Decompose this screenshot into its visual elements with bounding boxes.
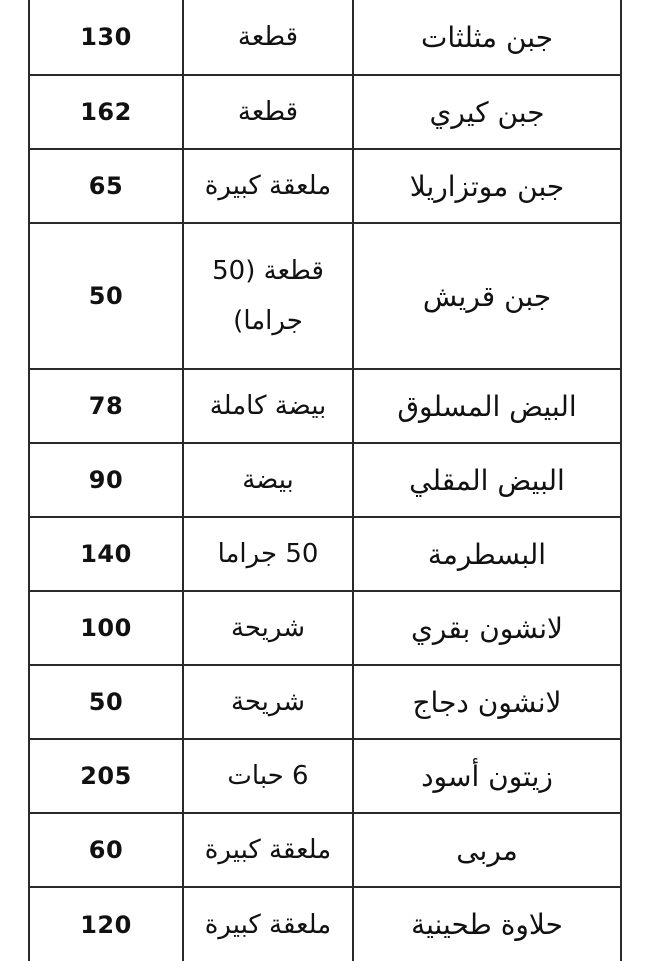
serving-unit-cell: بيضة xyxy=(183,443,353,517)
table-row xyxy=(29,443,621,517)
table-row xyxy=(29,591,621,665)
calories-cell: 140 xyxy=(29,517,183,591)
table-row xyxy=(29,517,621,591)
serving-unit-cell: ملعقة كبيرة xyxy=(183,887,353,961)
food-name-cell: جبن قريش xyxy=(353,223,621,369)
table-row xyxy=(29,0,621,75)
serving-unit-cell: ملعقة كبيرة xyxy=(183,149,353,223)
serving-unit-cell: قطعة xyxy=(183,75,353,149)
food-name-cell: البيض المقلي xyxy=(353,443,621,517)
food-name-cell: جبن كيري xyxy=(353,75,621,149)
food-name-cell: حلاوة طحينية xyxy=(353,887,621,961)
serving-unit-cell: ملعقة كبيرة xyxy=(183,813,353,887)
calories-cell: 162 xyxy=(29,75,183,149)
calories-cell: 120 xyxy=(29,887,183,961)
food-name-cell: البسطرمة xyxy=(353,517,621,591)
calories-cell: 50 xyxy=(29,223,183,369)
serving-unit-cell: قطعة xyxy=(183,0,353,75)
calories-cell: 50 xyxy=(29,665,183,739)
serving-unit-cell: بيضة كاملة xyxy=(183,369,353,443)
food-name-cell: البيض المسلوق xyxy=(353,369,621,443)
calories-cell: 205 xyxy=(29,739,183,813)
food-name-cell: لانشون دجاج xyxy=(353,665,621,739)
table-row xyxy=(29,149,621,223)
table-row xyxy=(29,739,621,813)
calories-cell: 78 xyxy=(29,369,183,443)
serving-unit-cell: 50 جراما xyxy=(183,517,353,591)
table-row xyxy=(29,223,621,369)
serving-unit-cell: شريحة xyxy=(183,665,353,739)
calories-cell: 130 xyxy=(29,0,183,75)
calorie-table-body xyxy=(29,0,621,961)
calories-cell: 90 xyxy=(29,443,183,517)
table-row xyxy=(29,887,621,961)
table-row xyxy=(29,813,621,887)
table-row xyxy=(29,369,621,443)
calories-cell: 65 xyxy=(29,149,183,223)
table-row xyxy=(29,665,621,739)
food-name-cell: جبن موتزاريلا xyxy=(353,149,621,223)
food-name-cell: زيتون أسود xyxy=(353,739,621,813)
food-name-cell: مربى xyxy=(353,813,621,887)
serving-unit-cell: قطعة (50 جراما) xyxy=(183,223,353,369)
serving-unit-cell: 6 حبات xyxy=(183,739,353,813)
food-name-cell: جبن مثلثات xyxy=(353,0,621,75)
table-row xyxy=(29,75,621,149)
calorie-table xyxy=(28,0,622,961)
calories-cell: 100 xyxy=(29,591,183,665)
food-name-cell: لانشون بقري xyxy=(353,591,621,665)
serving-unit-cell: شريحة xyxy=(183,591,353,665)
calories-cell: 60 xyxy=(29,813,183,887)
